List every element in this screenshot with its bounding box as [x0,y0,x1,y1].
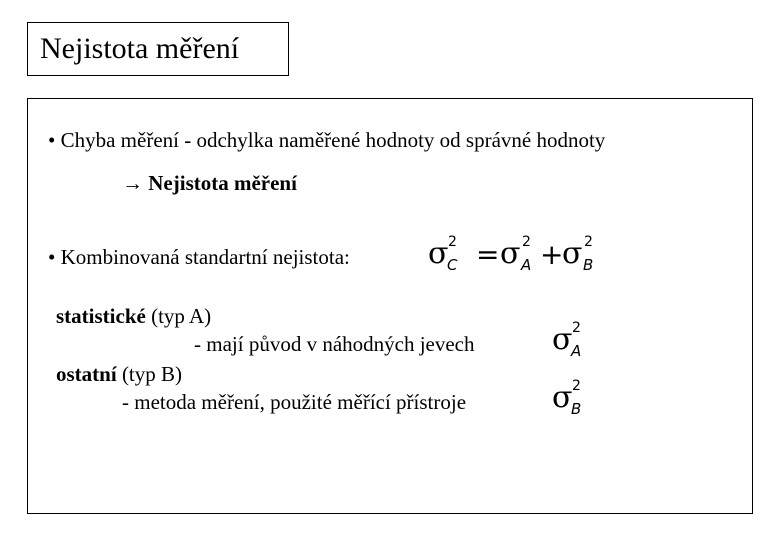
sigma-symbol: σ [500,236,521,271]
statisticke-description: - mají původ v náhodných jevech [194,332,475,356]
sigma-symbol: σ [552,322,573,357]
arrow-line: → Nejistota měření [122,171,297,195]
equals-sign: = [476,238,500,271]
exponent: 2 [522,234,531,250]
subscript-c: C [447,256,458,274]
subscript-b: B [571,400,582,418]
statisticke-type: (typ A) [145,304,212,328]
bullet-2 [48,245,350,269]
bullet-1-text: Chyba měření - odchylka naměřené hodnoty od správné hodnoty [60,128,606,152]
exponent: 2 [572,378,581,394]
sigma-symbol: σ [428,236,449,271]
page-title: Nejistota měření [27,22,289,76]
bullet-2-text: Kombinovaná standartní nejistota: [60,245,350,269]
combined-uncertainty-formula [428,232,603,280]
statisticke-label: statistické [56,304,146,328]
bullet-dot: • [48,128,56,152]
bullet-1 [48,128,605,152]
exponent: 2 [448,234,457,250]
ostatni-type: (typ B) [116,362,183,386]
statisticke-heading [56,304,211,328]
sigma-symbol: σ [552,380,573,415]
sigma-b-formula [552,376,592,420]
sigma-symbol: σ [562,236,583,271]
sigma-a-formula [552,318,592,362]
subscript-a: A [571,342,582,360]
ostatni-heading [56,362,182,386]
plus-sign: + [540,238,564,271]
subscript-a: A [521,256,532,274]
exponent: 2 [572,320,581,336]
exponent: 2 [584,234,593,250]
ostatni-label: ostatní [56,362,117,386]
subscript-b: B [583,256,594,274]
bullet-dot: • [48,245,56,269]
ostatni-description: - metoda měření, použité měřící přístroje [122,390,467,414]
